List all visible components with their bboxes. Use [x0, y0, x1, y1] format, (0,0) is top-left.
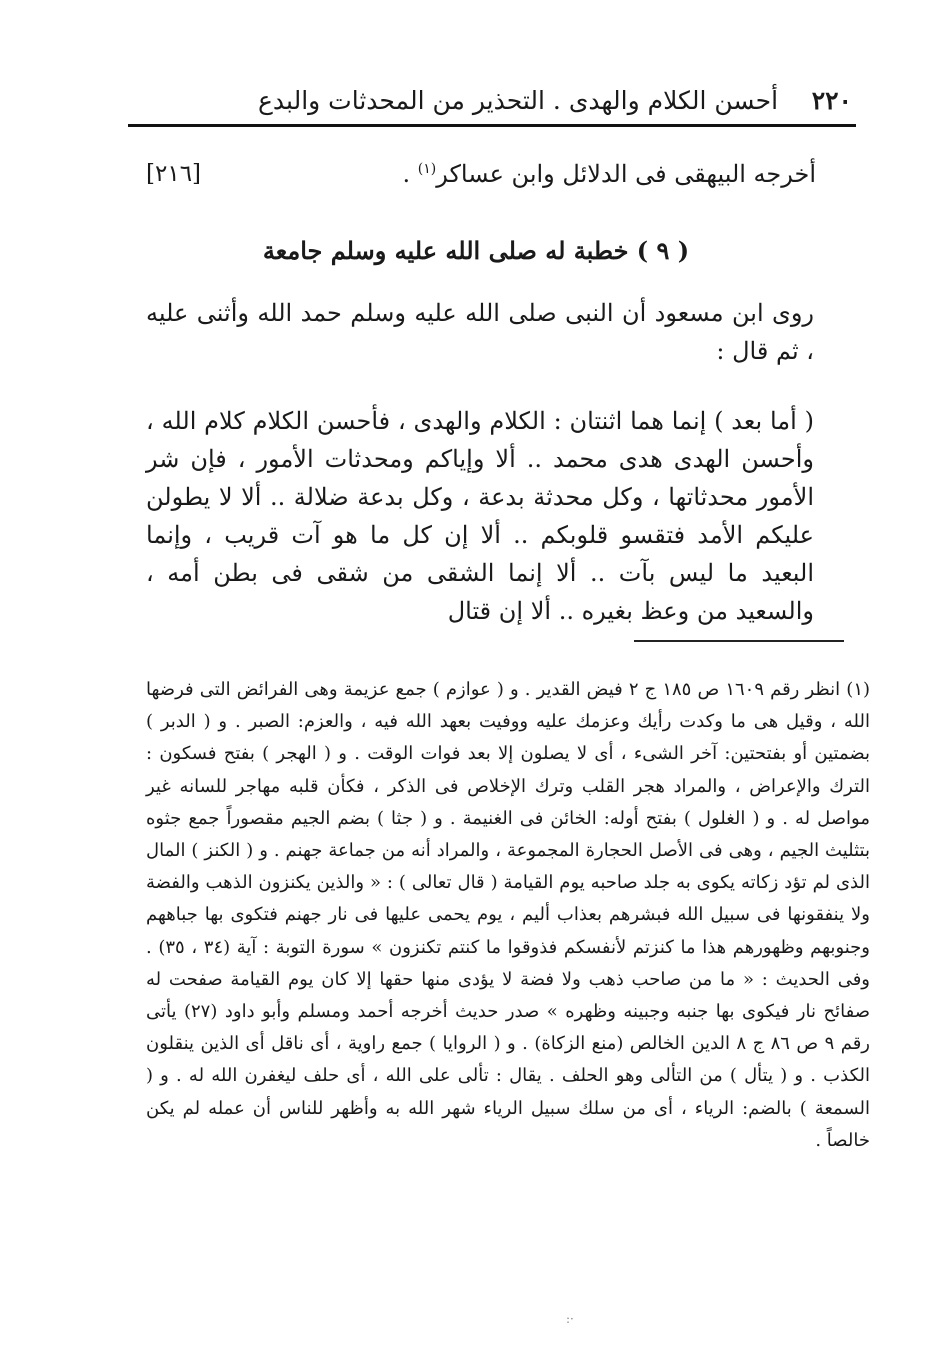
running-title: أحسن الكلام والهدى . التحذير من المحدثات والبدع [258, 85, 779, 115]
body-paragraph: روى ابن مسعود أن النبى صلى الله عليه وسلم حمد الله وأثنى عليه ، ثم قال : [146, 299, 814, 365]
reference-text-group [402, 160, 816, 188]
body-paragraph: ( أما بعد ) إنما هما اثنتان : الكلام والهدى ، فأحسن الكلام كلام الله ، وأحسن الهدى هدى محمد .. ألا وإياكم ومحدثات الأمور ، فإن شر الأمور محدثاتها ، وكل محدثة بدعة ، وكل بدعة ضلالة .. ألا لا يطولن عليكم الأمد فتقسو قلوبكم .. ألا إن كل ما هو آت قريب ، وإنما البعيد ما ليس بآت .. ألا إنما الشقى من شقى فى بطن أمه ، والسعيد من وعظ بغيره .. ألا إن قتال [146, 407, 814, 625]
footnote-marker: (١) [417, 161, 437, 177]
reference-text: أخرجه البيهقى فى الدلائل وابن عساكر [436, 160, 816, 188]
footnotes: (١) انظر رقم ١٦٠٩ ص ١٨٥ ج ٢ فيض القدير . و ( عوازم ) جمع عزيمة وهى الفرائض التى فرضها الله ، وقيل هى ما وكدت رأيك وعزمك عليه ووفيت بعهد الله فيه ، والعزم: الصبر . و ( الدبر ) بضمتين أو بفتحتين: آخر الشىء ، أى لا يصلون إلا بعد فوات الوقت . و ( الهجر ) بفتح فسكون : الترك والإعراض ، والمراد هجر القلب وترك الإخلاص فى الذكر ، فكأن قلبه مهاجر للسانه غير مواصل له . و ( الغلول ) بفتح أوله: الخائن فى الغنيمة . و ( جثا ) بضم الجيم مقصوراً جمع جثوه بتثليث الجيم ، وهى فى الأصل الحجارة المجموعة ، والمراد أنه من جماعة جهنم . و ( الكنز ) المال الذى لم تؤد زكاته يكوى به جلد صاحبه يوم القيامة ( قال تعالى ) : « والذين يكنزون الذهب والفضة ولا ينفقونها فى سبيل الله فبشرهم بعذاب أليم ، يوم يحمى عليها فى نار جهنم فتكوى بها جباههم وجنوبهم وظهورهم هذا ما كنزتم لأنفسكم فذوقوا ما كنتم تكنزون » سورة التوبة : آية (٣٤ ، ٣٥) . وفى الحديث : « ما من صاحب ذهب ولا فضة لا يؤدى منها حقها إلا كان يوم القيامة صفحت له صفائح نار فيكوى بها جنبه وجبينه وظهره » صدر حديث أخرجه أحمد ومسلم وأبو داود (٢٧) يأتى رقم ٩ ص ٨٦ ج ٨ الدين الخالص (منع الزكاة) . و ( الروايا ) جمع راوية ، أى ناقل أى الذين ينقلون الكذب . و ( يتأل ) من التألى وهو الحلف . يقال : تألى على الله ، أى حلف ليغفرن الله له . و ( السمعة ) بالضم: الرياء ، أى من سلك سبيل الرياء شهر الله به وأظهر للناس أن عمله لم يكن خالصاً . [146, 679, 871, 1151]
page-number: ٢٢٠ [811, 85, 852, 115]
reference-end: . [402, 160, 418, 188]
running-header [140, 80, 852, 120]
footnote-separator [634, 640, 844, 642]
header-rule [128, 124, 856, 127]
scan-mark: ·: [566, 1312, 574, 1326]
section-heading: ( ٩ ) خطبة له صلى الله عليه وسلم جامعة [262, 236, 690, 265]
hadith-number: [٢١٦] [146, 161, 202, 187]
reference-line [146, 150, 816, 198]
